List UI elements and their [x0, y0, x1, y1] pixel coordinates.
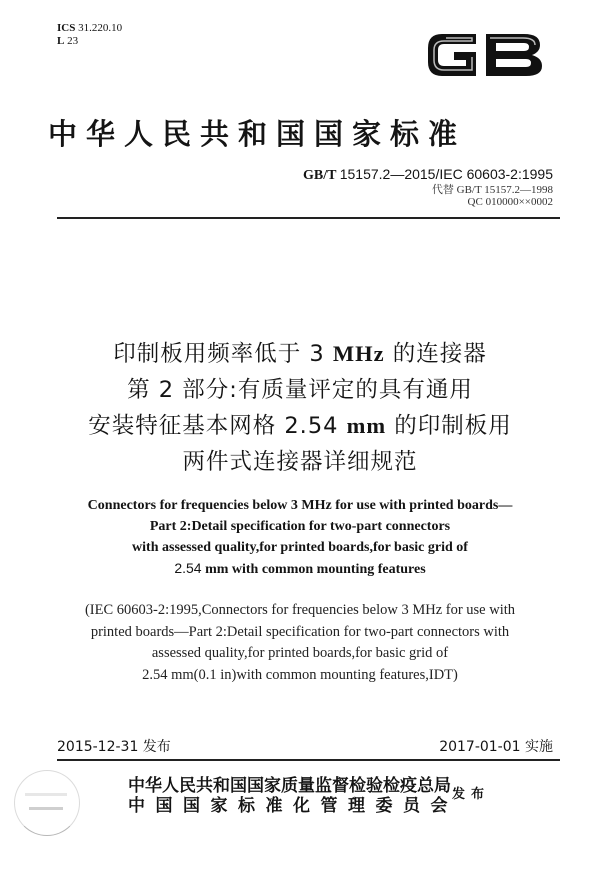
qc-number: QC 010000××0002 [467, 196, 553, 208]
publish-label: 发布 [452, 787, 491, 802]
class-label: L [57, 35, 65, 47]
title-zh-line1-a: 印制板用频率低于 3 [113, 341, 333, 367]
issuer-line2: 中国国家标准化管理委员会 [128, 796, 458, 816]
standard-number-block [303, 166, 553, 208]
ics-code: 31.220.10 [78, 22, 123, 34]
title-en-line4-num: 2.54 [174, 560, 202, 576]
title-zh-line3-b: mm [346, 413, 387, 438]
title-iec-line3: assessed quality,for printed boards,for basic grid of [151, 645, 449, 661]
title-en-line3: with assessed quality,for printed boards,for basic grid of [132, 540, 468, 555]
title-zh-line3-c: 的印制板用 [386, 413, 512, 439]
title-iec-line2: printed boards—Part 2:Detail specification for two-part connectors with [90, 623, 510, 640]
issuing-authorities [128, 776, 458, 816]
ics-label: ICS [57, 22, 76, 34]
title-en-line2: Part 2:Detail specification for two-part connectors [149, 519, 451, 534]
title-en-line4-rest: mm with common mounting features [201, 562, 426, 577]
replaces-standard: 代替 GB/T 15157.2—1998 [431, 184, 553, 196]
effective-date: 2017-01-01 实施 [439, 739, 553, 755]
title-zh-line1-c: 的连接器 [384, 341, 487, 367]
title-zh-line1-b: MHz [332, 341, 385, 366]
title-en-line1: Connectors for frequencies below 3 MHz for use with printed boards— [87, 498, 513, 513]
standard-number: 15157.2—2015/IEC 60603-2:1995 [339, 166, 553, 182]
title-iec-line4: 2.54 mm(0.1 in)with common mounting features,IDT) [142, 666, 458, 683]
gb-logo-icon [424, 30, 546, 80]
issuer-line1: 中华人民共和国国家质量监督检验检疫总局 [128, 776, 451, 796]
title-zh-line2: 第 2 部分:有质量评定的具有通用 [127, 377, 473, 403]
title-zh-line4: 两件式连接器详细规范 [182, 449, 418, 475]
ics-classification [57, 22, 122, 48]
standard-prefix: GB/T [303, 168, 337, 183]
seal-stamp-icon [14, 770, 80, 836]
title-zh-line3-a: 安装特征基本网格 2.54 [88, 413, 347, 439]
issue-date: 2015-12-31 发布 [57, 739, 171, 755]
title-iec-line1: (IEC 60603-2:1995,Connectors for frequencies below 3 MHz for use with [84, 602, 516, 618]
class-code: 23 [67, 35, 79, 47]
national-standard-title: 中华人民共和国国家标准 [48, 117, 467, 151]
top-divider [57, 217, 560, 219]
title-english [0, 495, 600, 580]
title-chinese [0, 336, 600, 480]
bottom-divider [57, 759, 560, 761]
title-iec-reference [0, 600, 600, 686]
